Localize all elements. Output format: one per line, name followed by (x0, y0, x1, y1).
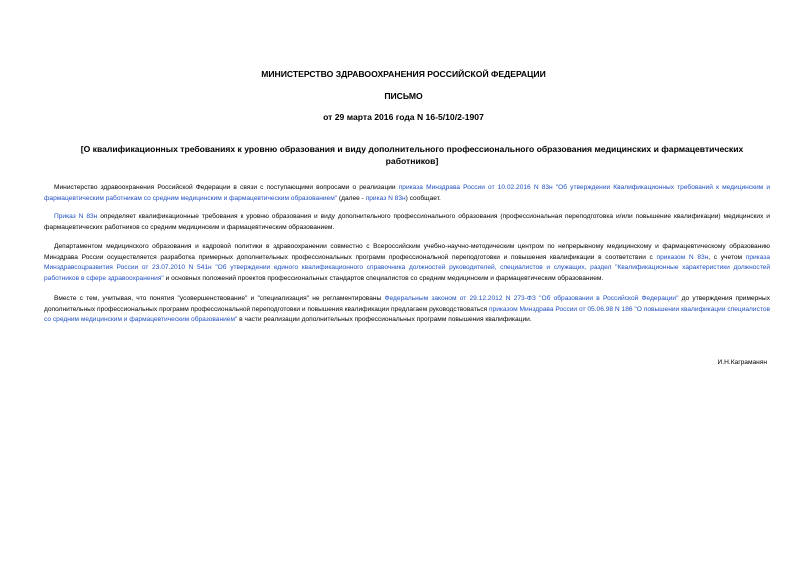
order-541n-link[interactable]: приказа Минздравсоцразвития России от 23.07.2010 N 541н "Об утверждении единого квалификационного справочника должностей руководителей, специалистов и служащих, раздел "Квалификационные характеристики должностей работников в сфере здравоохранения" (44, 253, 770, 282)
paragraph-text: (далее - (337, 194, 366, 202)
paragraph-text: в части реализации дополнительных профессиональных программ повышения квалификации. (237, 316, 532, 323)
paragraph-3 (44, 242, 770, 284)
paragraph-text: Министерство здравоохранения Российской Федерации в связи с поступающими вопросами о реализации (54, 184, 399, 191)
paragraph-4 (44, 294, 770, 326)
signature: И.Н.Каграманян (717, 359, 767, 366)
order-83n-short-link[interactable]: приказом N 83н (656, 253, 709, 261)
federal-law-273fz-link[interactable]: Федеральным законом от 29.12.2012 N 273-ФЗ "Об образовании в Российской Федерации" (384, 295, 679, 302)
order-83n-link[interactable]: приказа Минздрава России от 10.02.2016 N 83н "Об утверждении Квалификационных требований к медицинским и фармацевтическим работникам со средним медицинским и фармацевтическим образованием" (44, 184, 770, 202)
paragraph-text: Вместе с тем, учитывая, что понятия "усовершенствование" и "специализация" не регламентированы (54, 295, 385, 302)
paragraph-1 (44, 183, 770, 204)
order-83n-short-link[interactable]: Приказ N 83н (54, 213, 98, 220)
document-type-heading: ПИСЬМО (384, 91, 423, 101)
paragraph-text: ) сообщает. (405, 194, 441, 202)
order-83n-short-link[interactable]: приказ N 83н (365, 194, 406, 202)
paragraph-text: и основных положений проектов профессиональных стандартов специалистов со средним медицинским и фармацевтическим образованием. (163, 274, 604, 282)
paragraph-text: определяет квалификационные требования к уровню образования и виду дополнительного профессионального образования (профессиональная переподготовка и/или повышение квалификации) медицинских и фармацевтических работников со средним медицинским и фармацевтическим образованием. (44, 213, 770, 231)
paragraph-text: Департаментом медицинского образования и кадровой политики в здравоохранении совместно с Всероссийским учебно-научно-методическим центром по непрерывному медицинскому и фармацевтическому образованию Минздрава России осуществляется разработка примерных дополнительных профессиональных программ профессиональной переподготовки и повышения квалификации в соответствии с (44, 243, 770, 261)
document-title: [О квалификационных требованиях к уровню образования и виду дополнительного профессионального образования медицинских и фармацевтических работников] (80, 144, 744, 166)
order-186-link[interactable]: приказом Минздрава России от 05.06.98 N 186 "О повышении квалификации специалистов со средним медицинским и фармацевтическим образованием" (44, 305, 770, 323)
date-number-heading: от 29 марта 2016 года N 16-5/10/2-1907 (323, 112, 484, 122)
paragraph-text: , с учетом (708, 253, 746, 261)
paragraph-2 (44, 212, 770, 233)
paragraph-text: до утверждения примерных дополнительных профессиональных программ профессиональной переподготовки и повышения квалификации предлагаем руководствоваться (44, 295, 770, 313)
ministry-heading: МИНИСТЕРСТВО ЗДРАВООХРАНЕНИЯ РОССИЙСКОЙ ФЕДЕРАЦИИ (261, 69, 546, 79)
